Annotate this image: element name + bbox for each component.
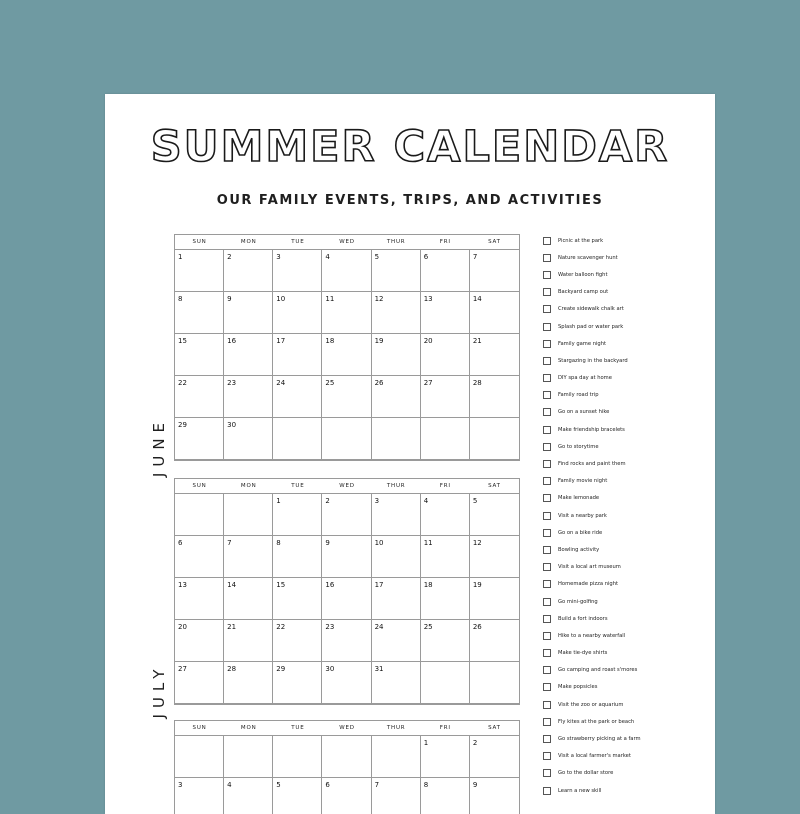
day-cell[interactable] — [273, 620, 322, 662]
checklist-item — [543, 645, 711, 662]
checklist-item-label: Splash pad or water park — [558, 323, 624, 330]
day-cell[interactable] — [175, 334, 224, 376]
day-cell[interactable] — [421, 736, 470, 778]
weekday-label: SAT — [488, 725, 501, 731]
checklist-item-label: Backyard camp out — [558, 289, 609, 296]
day-number: 11 — [325, 295, 335, 303]
checkbox[interactable] — [543, 598, 551, 606]
day-cell[interactable] — [372, 662, 421, 704]
day-number: 2 — [472, 739, 478, 747]
day-number: 7 — [374, 781, 380, 789]
checklist-item-label: Find rocks and paint them — [558, 461, 626, 468]
checklist-item — [543, 679, 711, 696]
checkbox[interactable] — [543, 546, 551, 554]
day-cell[interactable] — [421, 778, 470, 814]
day-cell[interactable] — [470, 662, 519, 704]
checklist-item-label: Picnic at the park — [558, 237, 604, 244]
checklist-item-label: Nature scavenger hunt — [558, 254, 618, 261]
checklist-item — [543, 318, 711, 335]
page-subtitle: OUR FAMILY EVENTS, TRIPS, AND ACTIVITIES — [216, 193, 604, 208]
checklist-item — [543, 593, 711, 610]
checklist-item-label: Water balloon fight — [558, 271, 608, 278]
checkbox[interactable] — [543, 305, 551, 313]
day-number: 17 — [374, 581, 384, 589]
day-cell[interactable] — [273, 292, 322, 334]
day-number: 5 — [374, 253, 380, 261]
day-number: 23 — [227, 379, 237, 387]
day-number: 17 — [276, 337, 286, 345]
day-grid — [175, 494, 519, 704]
weekday-label: SAT — [488, 483, 501, 489]
checklist-item — [543, 490, 711, 507]
checklist-item-label: Go to storytime — [558, 443, 599, 450]
day-number: 30 — [227, 421, 237, 429]
day-cell[interactable] — [421, 250, 470, 292]
calendar-page — [105, 94, 715, 814]
checkbox[interactable] — [543, 460, 551, 468]
day-number: 29 — [276, 665, 286, 673]
day-cell[interactable] — [273, 334, 322, 376]
checklist-item — [543, 438, 711, 455]
checklist-item — [543, 249, 711, 266]
day-cell[interactable] — [470, 778, 519, 814]
checklist-item — [543, 404, 711, 421]
day-cell[interactable] — [224, 536, 273, 578]
day-cell[interactable] — [273, 494, 322, 536]
checkbox[interactable] — [543, 237, 551, 245]
day-number: 9 — [472, 781, 478, 789]
day-cell[interactable] — [273, 250, 322, 292]
day-number: 28 — [472, 379, 482, 387]
checklist-item-label: Visit the zoo or aquarium — [558, 701, 624, 708]
checklist-item — [543, 284, 711, 301]
day-number: 24 — [276, 379, 286, 387]
day-number: 3 — [178, 781, 183, 789]
checkbox[interactable] — [543, 357, 551, 365]
day-number: 15 — [178, 337, 187, 345]
checkbox[interactable] — [543, 340, 551, 348]
day-cell[interactable] — [224, 620, 273, 662]
day-number: 30 — [325, 665, 335, 673]
day-cell[interactable] — [470, 250, 519, 292]
day-cell[interactable] — [421, 536, 470, 578]
checklist-item — [543, 301, 711, 318]
day-number: 6 — [178, 539, 183, 547]
weekday-label: SUN — [192, 239, 207, 245]
day-cell[interactable] — [175, 376, 224, 418]
weekday-label: FRI — [439, 483, 451, 489]
day-cell[interactable] — [470, 376, 519, 418]
day-number: 13 — [423, 295, 433, 303]
day-number: 26 — [374, 379, 384, 387]
weekday-label: TUE — [291, 239, 305, 245]
day-number: 29 — [178, 421, 187, 429]
day-cell[interactable] — [273, 778, 322, 814]
checklist-item — [543, 541, 711, 558]
day-number: 4 — [423, 497, 429, 505]
day-number: 1 — [178, 253, 183, 261]
checklist-item-label: Go camping and roast s'mores — [558, 667, 638, 674]
checklist-item-label: Go to the dollar store — [558, 770, 614, 777]
day-cell[interactable] — [372, 250, 421, 292]
day-cell[interactable] — [273, 418, 322, 460]
day-number: 13 — [178, 581, 187, 589]
day-number: 3 — [374, 497, 380, 505]
day-number: 8 — [423, 781, 429, 789]
day-cell[interactable] — [175, 578, 224, 620]
day-cell[interactable] — [175, 494, 224, 536]
checkbox[interactable] — [543, 288, 551, 296]
checkbox[interactable] — [543, 701, 551, 709]
day-number: 27 — [178, 665, 187, 673]
activity-checklist — [543, 232, 711, 799]
weekday-label: THUR — [386, 239, 406, 245]
checklist-item-label: Visit a local farmer's market — [558, 753, 631, 760]
day-number: 10 — [374, 539, 384, 547]
weekday-label: WED — [339, 725, 355, 731]
month-label-june: JUNE — [150, 416, 168, 478]
day-cell[interactable] — [273, 736, 322, 778]
checklist-item — [543, 610, 711, 627]
day-number: 5 — [472, 497, 478, 505]
day-cell[interactable] — [224, 494, 273, 536]
checklist-item-label: Create sidewalk chalk art — [558, 306, 624, 313]
checklist-item — [543, 352, 711, 369]
day-number: 31 — [374, 665, 384, 673]
day-number: 7 — [227, 539, 232, 547]
checklist-item — [543, 696, 711, 713]
checklist-item — [543, 370, 711, 387]
checklist-item-label: Homemade pizza night — [558, 581, 619, 588]
day-cell[interactable] — [175, 620, 224, 662]
day-cell[interactable] — [470, 620, 519, 662]
calendar-july — [174, 478, 520, 705]
day-cell[interactable] — [273, 662, 322, 704]
day-cell[interactable] — [470, 494, 519, 536]
day-number: 19 — [374, 337, 384, 345]
checkbox[interactable] — [543, 787, 551, 795]
day-number: 4 — [325, 253, 330, 261]
day-cell[interactable] — [470, 334, 519, 376]
day-cell[interactable] — [175, 736, 224, 778]
checklist-item — [543, 559, 711, 576]
day-cell[interactable] — [224, 250, 273, 292]
checkbox[interactable] — [543, 769, 551, 777]
day-number: 2 — [325, 497, 330, 505]
weekday-label: FRI — [439, 239, 451, 245]
weekday-header — [175, 721, 519, 736]
weekday-label: WED — [339, 239, 355, 245]
weekday-label: MON — [240, 725, 257, 731]
day-cell[interactable] — [273, 536, 322, 578]
day-number: 7 — [472, 253, 478, 261]
day-cell[interactable] — [273, 376, 322, 418]
weekday-label: FRI — [439, 725, 451, 731]
checkbox[interactable] — [543, 632, 551, 640]
day-number: 12 — [374, 295, 384, 303]
day-number: 18 — [423, 581, 433, 589]
day-cell[interactable] — [372, 376, 421, 418]
checklist-item — [543, 782, 711, 799]
day-number: 8 — [178, 295, 183, 303]
weekday-label: WED — [339, 483, 355, 489]
day-cell[interactable] — [224, 376, 273, 418]
checkbox[interactable] — [543, 477, 551, 485]
checkbox[interactable] — [543, 494, 551, 502]
checklist-item-label: Hike to a nearby waterfall — [558, 632, 626, 639]
checklist-item-label: Go strawberry picking at a farm — [558, 736, 641, 743]
day-number: 9 — [325, 539, 330, 547]
day-cell[interactable] — [175, 250, 224, 292]
weekday-label: THUR — [386, 483, 406, 489]
day-cell[interactable] — [372, 620, 421, 662]
checklist-item — [543, 266, 711, 283]
day-cell[interactable] — [175, 292, 224, 334]
day-number: 21 — [227, 623, 237, 631]
checkbox[interactable] — [543, 649, 551, 657]
day-number: 3 — [276, 253, 281, 261]
checklist-item — [543, 730, 711, 747]
day-cell[interactable] — [470, 736, 519, 778]
checkbox[interactable] — [543, 443, 551, 451]
checkbox[interactable] — [543, 529, 551, 537]
page-title: SUMMER CALENDAR — [150, 122, 670, 172]
month-label-july: JULY — [150, 663, 168, 719]
day-number: 6 — [423, 253, 429, 261]
day-number: 23 — [325, 623, 335, 631]
day-number: 21 — [472, 337, 482, 345]
day-number: 20 — [423, 337, 433, 345]
checkbox[interactable] — [543, 271, 551, 279]
checklist-item-label: Fly kites at the park or beach — [558, 718, 635, 725]
day-cell[interactable] — [372, 736, 421, 778]
day-number: 22 — [178, 379, 187, 387]
day-number: 8 — [276, 539, 281, 547]
day-cell[interactable] — [175, 418, 224, 460]
day-cell[interactable] — [224, 736, 273, 778]
day-number: 22 — [276, 623, 286, 631]
checkbox[interactable] — [543, 408, 551, 416]
day-grid — [175, 250, 519, 460]
day-cell[interactable] — [470, 418, 519, 460]
day-cell[interactable] — [322, 292, 371, 334]
checklist-item — [543, 765, 711, 782]
day-number: 4 — [227, 781, 232, 789]
day-cell[interactable] — [421, 376, 470, 418]
calendar-june — [174, 234, 520, 461]
checkbox[interactable] — [543, 374, 551, 382]
day-number: 9 — [227, 295, 232, 303]
day-cell[interactable] — [224, 334, 273, 376]
day-cell[interactable] — [175, 536, 224, 578]
checklist-item-label: Visit a local art museum — [558, 564, 621, 571]
checkbox[interactable] — [543, 323, 551, 331]
checklist-item — [543, 713, 711, 730]
checklist-item — [543, 387, 711, 404]
day-cell[interactable] — [372, 536, 421, 578]
day-cell[interactable] — [421, 662, 470, 704]
day-cell[interactable] — [224, 418, 273, 460]
day-cell[interactable] — [470, 578, 519, 620]
checkbox[interactable] — [543, 426, 551, 434]
weekday-label: TUE — [291, 725, 305, 731]
weekday-header — [175, 479, 519, 494]
day-cell[interactable] — [322, 494, 371, 536]
checklist-item — [543, 524, 711, 541]
checkbox[interactable] — [543, 580, 551, 588]
checklist-item — [543, 576, 711, 593]
checklist-item-label: Learn a new skill — [558, 787, 602, 794]
day-number: 18 — [325, 337, 335, 345]
checklist-item-label: Stargazing in the backyard — [558, 357, 628, 364]
checklist-item — [543, 507, 711, 524]
day-cell[interactable] — [372, 292, 421, 334]
checklist-item-label: Go on a sunset hike — [558, 409, 610, 416]
day-number: 10 — [276, 295, 286, 303]
checklist-item-label: DIY spa day at home — [558, 375, 612, 382]
day-cell[interactable] — [372, 334, 421, 376]
weekday-label: MON — [240, 483, 257, 489]
checkbox[interactable] — [543, 512, 551, 520]
checklist-item-label: Family road trip — [558, 392, 599, 399]
checkbox[interactable] — [543, 563, 551, 571]
day-cell[interactable] — [224, 292, 273, 334]
day-number: 24 — [374, 623, 384, 631]
checklist-item — [543, 473, 711, 490]
checklist-item-label: Make popsicles — [558, 684, 598, 691]
day-number: 25 — [325, 379, 335, 387]
checklist-item — [543, 421, 711, 438]
checkbox[interactable] — [543, 735, 551, 743]
checklist-item-label: Make lemonade — [558, 495, 600, 502]
day-cell[interactable] — [421, 292, 470, 334]
day-number: 14 — [472, 295, 482, 303]
day-cell[interactable] — [322, 778, 371, 814]
day-number: 5 — [276, 781, 281, 789]
day-number: 11 — [423, 539, 433, 547]
day-cell[interactable] — [322, 334, 371, 376]
day-number: 27 — [423, 379, 433, 387]
checkbox[interactable] — [543, 718, 551, 726]
checkbox[interactable] — [543, 666, 551, 674]
day-cell[interactable] — [372, 418, 421, 460]
checklist-item — [543, 627, 711, 644]
day-number: 1 — [423, 739, 429, 747]
weekday-label: SUN — [192, 725, 207, 731]
day-grid — [175, 736, 519, 814]
day-cell[interactable] — [470, 292, 519, 334]
checklist-item-label: Bowling activity — [558, 546, 600, 553]
weekday-label: SAT — [488, 239, 501, 245]
day-cell[interactable] — [322, 736, 371, 778]
checklist-item-label: Go mini-golfing — [558, 598, 598, 605]
day-cell[interactable] — [322, 662, 371, 704]
day-number: 1 — [276, 497, 281, 505]
checklist-item-label: Family movie night — [558, 478, 608, 485]
checkbox[interactable] — [543, 615, 551, 623]
day-cell[interactable] — [421, 578, 470, 620]
day-cell[interactable] — [372, 778, 421, 814]
day-number: 14 — [227, 581, 237, 589]
day-cell[interactable] — [421, 494, 470, 536]
day-number: 25 — [423, 623, 433, 631]
day-cell[interactable] — [322, 250, 371, 292]
day-number: 6 — [325, 781, 330, 789]
checklist-item-label: Build a fort indoors — [558, 615, 608, 622]
day-number: 15 — [276, 581, 286, 589]
checklist-item — [543, 232, 711, 249]
day-number: 16 — [227, 337, 237, 345]
day-cell[interactable] — [421, 620, 470, 662]
day-number: 28 — [227, 665, 237, 673]
checkbox[interactable] — [543, 683, 551, 691]
day-number: 20 — [178, 623, 187, 631]
day-cell[interactable] — [470, 536, 519, 578]
day-cell[interactable] — [421, 418, 470, 460]
checklist-item-label: Go on a bike ride — [558, 529, 603, 536]
checklist-item-label: Make tie-dye shirts — [558, 650, 608, 657]
day-number: 26 — [472, 623, 482, 631]
checkbox[interactable] — [543, 254, 551, 262]
day-cell[interactable] — [224, 662, 273, 704]
day-number: 16 — [325, 581, 335, 589]
day-cell[interactable] — [224, 578, 273, 620]
day-cell[interactable] — [322, 418, 371, 460]
checklist-item-label: Make friendship bracelets — [558, 426, 625, 433]
day-cell[interactable] — [421, 334, 470, 376]
weekday-label: SUN — [192, 483, 207, 489]
checklist-item-label: Family game night — [558, 340, 607, 347]
checkbox[interactable] — [543, 391, 551, 399]
day-cell[interactable] — [224, 778, 273, 814]
day-cell[interactable] — [322, 620, 371, 662]
day-cell[interactable] — [372, 578, 421, 620]
day-cell[interactable] — [322, 578, 371, 620]
day-number: 12 — [472, 539, 482, 547]
day-cell[interactable] — [175, 778, 224, 814]
day-cell[interactable] — [322, 536, 371, 578]
checklist-item — [543, 455, 711, 472]
day-number: 2 — [227, 253, 232, 261]
weekday-label: THUR — [386, 725, 406, 731]
day-cell[interactable] — [322, 376, 371, 418]
checklist-item — [543, 335, 711, 352]
day-cell[interactable] — [175, 662, 224, 704]
checklist-item-label: Visit a nearby park — [558, 512, 607, 519]
checkbox[interactable] — [543, 752, 551, 760]
checklist-item — [543, 748, 711, 765]
checklist-item — [543, 662, 711, 679]
weekday-label: TUE — [291, 483, 305, 489]
day-number: 19 — [472, 581, 482, 589]
day-cell[interactable] — [372, 494, 421, 536]
day-cell[interactable] — [273, 578, 322, 620]
weekday-header — [175, 235, 519, 250]
weekday-label: MON — [240, 239, 257, 245]
